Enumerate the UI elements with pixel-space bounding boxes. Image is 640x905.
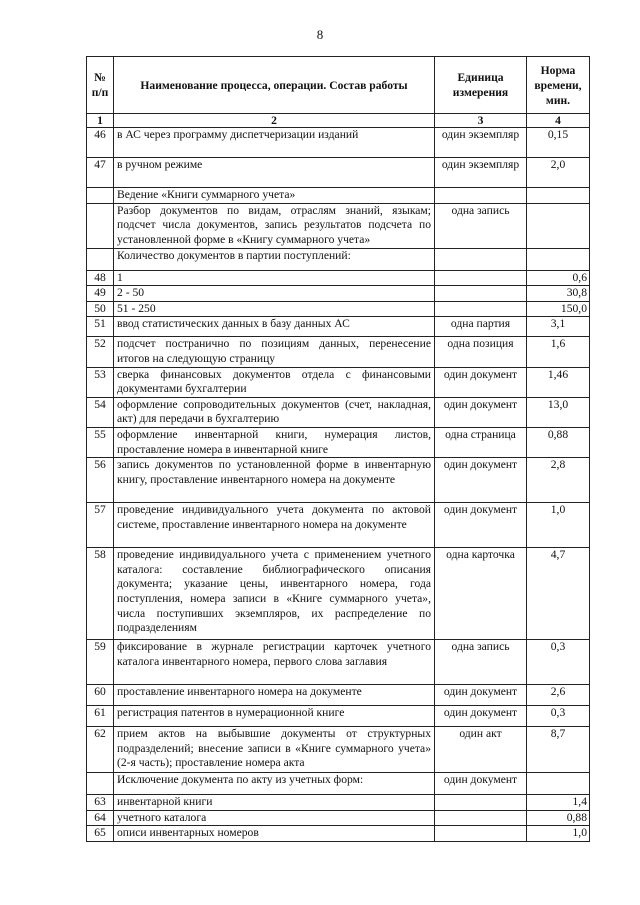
row-number (87, 203, 114, 248)
row-norm: 2,6 (527, 685, 590, 706)
row-number: 55 (87, 427, 114, 457)
table-row (87, 317, 590, 337)
row-norm (527, 188, 590, 204)
table-row (87, 706, 590, 727)
row-number: 53 (87, 367, 114, 397)
row-unit: одна запись (435, 640, 527, 685)
row-number: 58 (87, 548, 114, 640)
norms-table (86, 56, 590, 842)
row-unit (435, 826, 527, 842)
column-index: 4 (527, 114, 590, 128)
row-norm: 0,3 (527, 706, 590, 727)
row-description: ввод статистических данных в базу данных АС (114, 317, 435, 337)
row-unit (435, 248, 527, 270)
row-unit (435, 795, 527, 811)
row-description: 1 (114, 270, 435, 286)
row-number: 63 (87, 795, 114, 811)
row-norm: 150,0 (527, 301, 590, 317)
row-number: 62 (87, 727, 114, 773)
row-number: 49 (87, 286, 114, 302)
row-number: 47 (87, 158, 114, 188)
row-norm: 4,7 (527, 548, 590, 640)
row-norm: 3,1 (527, 317, 590, 337)
table-row (87, 640, 590, 685)
row-norm: 1,0 (527, 826, 590, 842)
table-row (87, 826, 590, 842)
row-number: 64 (87, 810, 114, 826)
table-row (87, 188, 590, 204)
table-row (87, 248, 590, 270)
row-number: 51 (87, 317, 114, 337)
table-row (87, 685, 590, 706)
row-norm: 13,0 (527, 397, 590, 427)
row-unit: одна страница (435, 427, 527, 457)
row-number: 60 (87, 685, 114, 706)
row-norm: 2,0 (527, 158, 590, 188)
row-unit: один акт (435, 727, 527, 773)
header-norm: Норма времени, мин. (527, 57, 590, 114)
row-norm: 1,4 (527, 795, 590, 811)
table-row (87, 503, 590, 548)
header-row (87, 57, 590, 114)
row-unit: один документ (435, 706, 527, 727)
row-unit: один документ (435, 773, 527, 795)
row-norm: 0,6 (527, 270, 590, 286)
row-norm: 0,3 (527, 640, 590, 685)
row-unit: один документ (435, 367, 527, 397)
row-number: 61 (87, 706, 114, 727)
row-description: проведение индивидуального учета документа по актовой системе, проставление инвентарного номера на документе (114, 503, 435, 548)
table-body (87, 128, 590, 842)
row-unit: одна карточка (435, 548, 527, 640)
row-description: инвентарной книги (114, 795, 435, 811)
row-unit: один документ (435, 685, 527, 706)
row-description: регистрация патентов в нумерационной книге (114, 706, 435, 727)
row-number (87, 188, 114, 204)
row-unit: один документ (435, 458, 527, 503)
row-unit (435, 188, 527, 204)
row-norm: 8,7 (527, 727, 590, 773)
row-description: в ручном режиме (114, 158, 435, 188)
table-row (87, 548, 590, 640)
row-description: прием актов на выбывшие документы от структурных подразделений; внесение записи в «Книге суммарного учета» (2-я часть); проставление номера акта (114, 727, 435, 773)
row-description: оформление сопроводительных документов (счет, накладная, акт) для передачи в бухгалтерию (114, 397, 435, 427)
table-row (87, 128, 590, 158)
row-description: Исключение документа по акту из учетных форм: (114, 773, 435, 795)
row-number: 56 (87, 458, 114, 503)
table-row (87, 427, 590, 457)
row-description: проставление инвентарного номера на документе (114, 685, 435, 706)
row-norm: 0,88 (527, 427, 590, 457)
row-norm: 1,46 (527, 367, 590, 397)
row-unit (435, 301, 527, 317)
row-unit: один экземпляр (435, 158, 527, 188)
row-norm (527, 773, 590, 795)
row-description: оформление инвентарной книги, нумерация листов, проставление номера в инвентарной книге (114, 427, 435, 457)
column-index: 1 (87, 114, 114, 128)
row-unit: одна партия (435, 317, 527, 337)
row-unit: один документ (435, 503, 527, 548)
row-number (87, 773, 114, 795)
row-number: 52 (87, 337, 114, 367)
row-description: 2 - 50 (114, 286, 435, 302)
row-description: подсчет постранично по позициям данных, перенесение итогов на следующую страницу (114, 337, 435, 367)
row-unit (435, 286, 527, 302)
table-row (87, 397, 590, 427)
page-number: 8 (316, 27, 324, 42)
row-description: сверка финансовых документов отдела с финансовыми документами бухгалтерии (114, 367, 435, 397)
row-number: 48 (87, 270, 114, 286)
table-row (87, 158, 590, 188)
column-index: 3 (435, 114, 527, 128)
row-description: Количество документов в партии поступлений: (114, 248, 435, 270)
row-number: 54 (87, 397, 114, 427)
row-number: 57 (87, 503, 114, 548)
row-number (87, 248, 114, 270)
row-description: проведение индивидуального учета с применением учетного каталога: составление библиографического описания документа; указание цены, инвентарного номера, года поступления, номера записи в «Книге суммарного учета», числа поступивших экземпляров, их распределение по подразделениям (114, 548, 435, 640)
table-row (87, 727, 590, 773)
table-row (87, 367, 590, 397)
row-number: 50 (87, 301, 114, 317)
row-norm: 30,8 (527, 286, 590, 302)
row-number: 65 (87, 826, 114, 842)
row-unit (435, 810, 527, 826)
header-name: Наименование процесса, операции. Состав работы (114, 57, 435, 114)
row-norm (527, 248, 590, 270)
row-norm: 0,88 (527, 810, 590, 826)
row-description: описи инвентарных номеров (114, 826, 435, 842)
column-index: 2 (114, 114, 435, 128)
row-number: 46 (87, 128, 114, 158)
row-unit (435, 270, 527, 286)
table-row (87, 810, 590, 826)
table-row (87, 286, 590, 302)
row-description: 51 - 250 (114, 301, 435, 317)
row-norm: 1,0 (527, 503, 590, 548)
row-number: 59 (87, 640, 114, 685)
column-index-row (87, 114, 590, 128)
row-norm: 0,15 (527, 128, 590, 158)
header-unit: Единица измерения (435, 57, 527, 114)
row-norm (527, 203, 590, 248)
row-description: Ведение «Книги суммарного учета» (114, 188, 435, 204)
row-norm: 1,6 (527, 337, 590, 367)
table-row (87, 795, 590, 811)
row-unit: один документ (435, 397, 527, 427)
header-num: № п/п (87, 57, 114, 114)
row-unit: одна позиция (435, 337, 527, 367)
table-row (87, 270, 590, 286)
row-description: учетного каталога (114, 810, 435, 826)
row-unit: один экземпляр (435, 128, 527, 158)
table-row (87, 337, 590, 367)
row-description: запись документов по установленной форме в инвентарную книгу, проставление инвентарного номера на документе (114, 458, 435, 503)
row-description: в АС через программу диспетчеризации изданий (114, 128, 435, 158)
table-row (87, 458, 590, 503)
table-row (87, 301, 590, 317)
row-norm: 2,8 (527, 458, 590, 503)
table-row (87, 773, 590, 795)
row-description: фиксирование в журнале регистрации карточек учетного каталога инвентарного номера, первого слова заглавия (114, 640, 435, 685)
row-unit: одна запись (435, 203, 527, 248)
table-row (87, 203, 590, 248)
row-description: Разбор документов по видам, отраслям знаний, языкам; подсчет числа документов, запись результатов подсчета по установленной форме в «Книгу суммарного учета» (114, 203, 435, 248)
